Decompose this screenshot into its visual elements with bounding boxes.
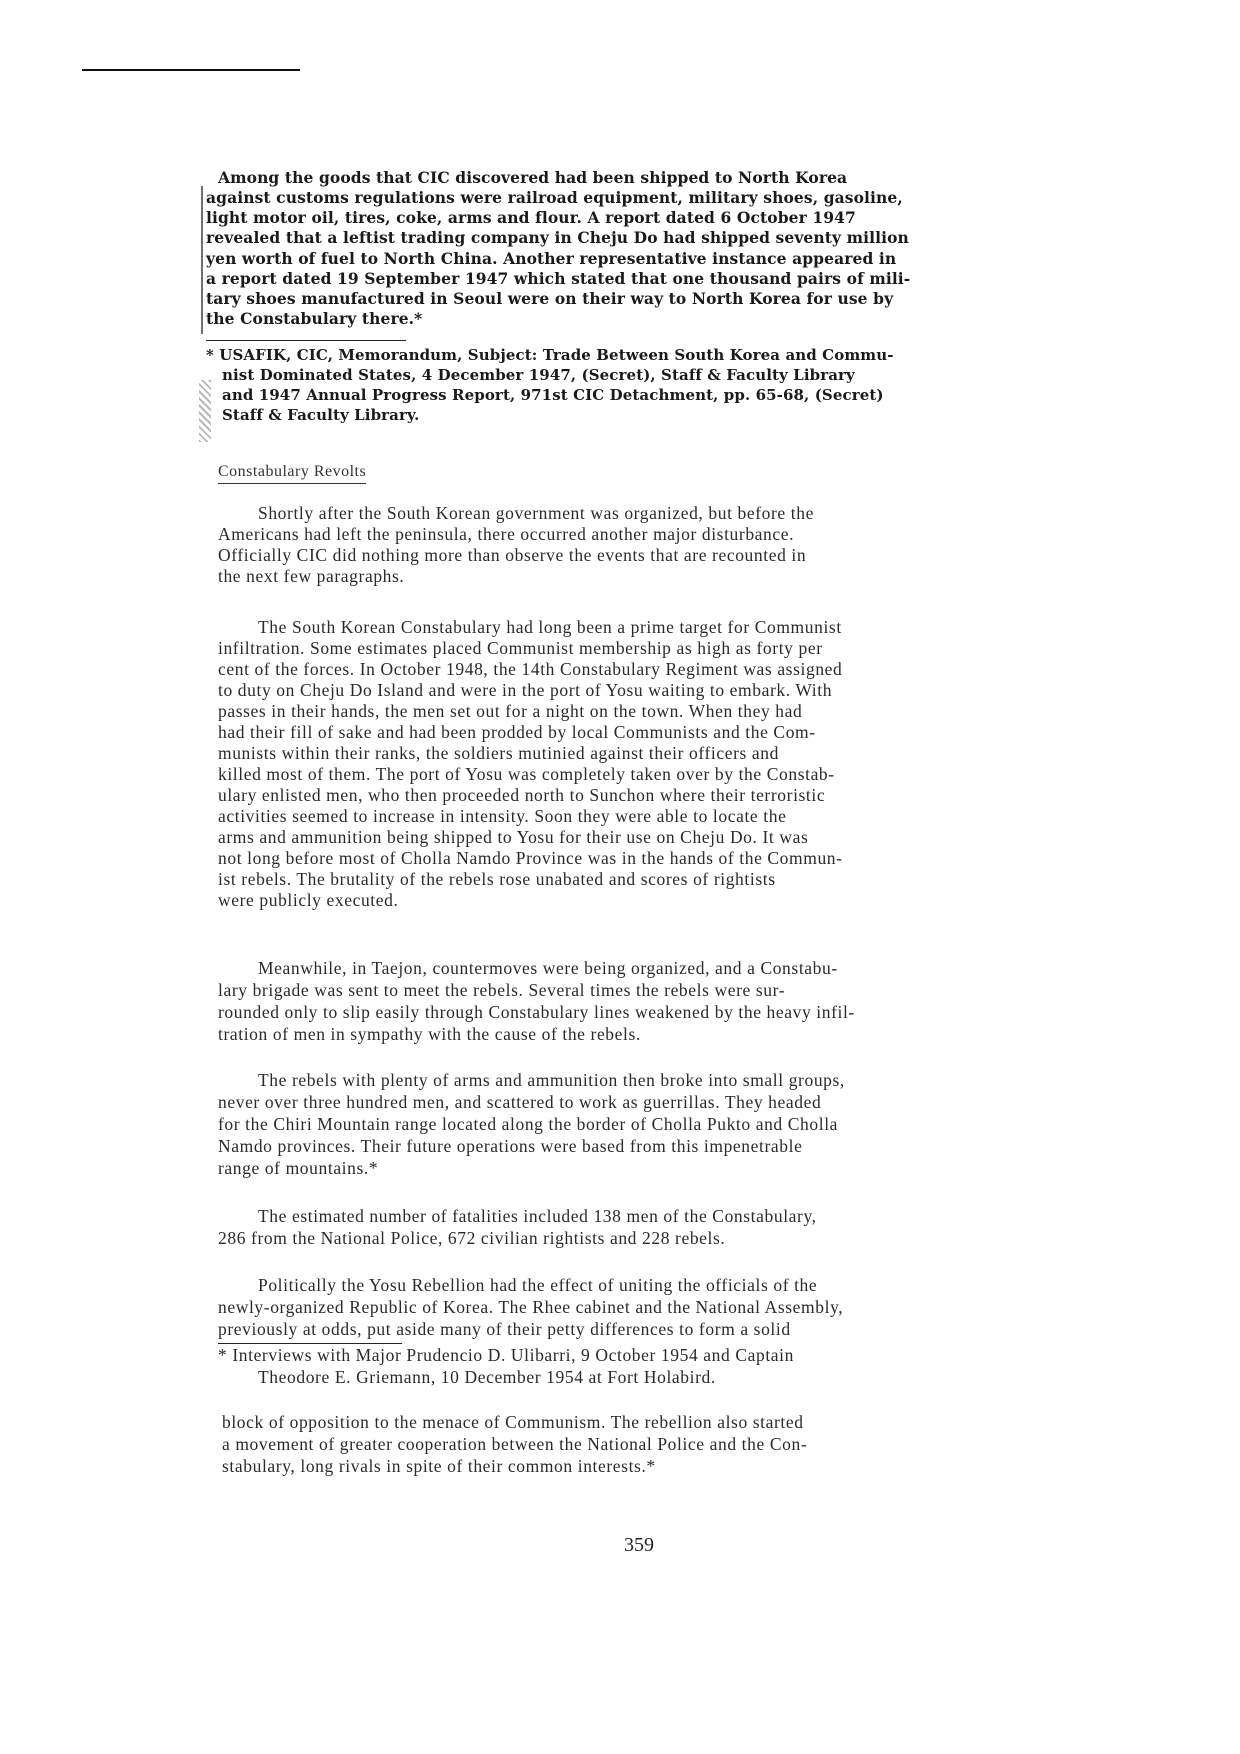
text-line: arms and ammunition being shipped to Yosu for their use on Cheju Do. It was: [218, 827, 809, 847]
text-line: Namdo provinces. Their future operations were based from this impenetrable: [218, 1136, 803, 1156]
text-line: revealed that a leftist trading company in Cheju Do had shipped seventy million: [206, 228, 909, 247]
footnote-line: nist Dominated States, 4 December 1947, (Secret), Staff & Faculty Library: [222, 366, 855, 384]
footnote-line: and 1947 Annual Progress Report, 971st CIC Detachment, pp. 65-68, (Secret): [222, 386, 884, 404]
text-line: against customs regulations were railroad equipment, military shoes, gasoline,: [206, 188, 903, 207]
text-line: activities seemed to increase in intensity. Soon they were able to locate the: [218, 806, 787, 826]
text-line: tration of men in sympathy with the cause of the rebels.: [218, 1024, 641, 1044]
top-rule-line: [82, 69, 300, 71]
page-number: 359: [624, 1534, 654, 1556]
text-line: were publicly executed.: [218, 890, 399, 910]
text-line: previously at odds, put aside many of their petty differences to form a solid: [218, 1319, 791, 1339]
text-line: for the Chiri Mountain range located along the border of Cholla Pukto and Cholla: [218, 1114, 839, 1134]
footnote-line: Theodore E. Griemann, 10 December 1954 at Fort Holabird.: [258, 1367, 716, 1387]
text-line: a report dated 19 September 1947 which stated that one thousand pairs of mili-: [206, 269, 911, 288]
text-line: never over three hundred men, and scattered to work as guerrillas. They headed: [218, 1092, 822, 1112]
footnote-line: * Interviews with Major Prudencio D. Ulibarri, 9 October 1954 and Captain: [218, 1345, 794, 1365]
text-line: munists within their ranks, the soldiers mutinied against their officers and: [218, 743, 779, 763]
text-line: infiltration. Some estimates placed Communist membership as high as forty per: [218, 638, 823, 658]
text-line: Meanwhile, in Taejon, countermoves were being organized, and a Constabu-: [258, 958, 838, 978]
text-line: the Constabulary there.*: [206, 309, 423, 328]
text-line: ist rebels. The brutality of the rebels rose unabated and scores of rightists: [218, 869, 776, 889]
text-line: the next few paragraphs.: [218, 566, 405, 586]
text-line: yen worth of fuel to North China. Another representative instance appeared in: [206, 249, 897, 268]
scan-noise-mark: [199, 380, 211, 442]
text-line: Among the goods that CIC discovered had been shipped to North Korea: [218, 168, 848, 187]
text-line: cent of the forces. In October 1948, the 14th Constabulary Regiment was assigned: [218, 659, 843, 679]
text-line: ulary enlisted men, who then proceeded north to Sunchon where their terroristic: [218, 785, 826, 805]
footnote-line: Staff & Faculty Library.: [222, 406, 420, 424]
text-line: block of opposition to the menace of Communism. The rebellion also started: [222, 1412, 804, 1432]
text-line: 286 from the National Police, 672 civilian rightists and 228 rebels.: [218, 1228, 726, 1248]
text-line: The estimated number of fatalities included 138 men of the Constabulary,: [258, 1206, 817, 1226]
text-line: Officially CIC did nothing more than observe the events that are recounted in: [218, 545, 807, 565]
text-line: range of mountains.*: [218, 1158, 379, 1178]
text-line: rounded only to slip easily through Constabulary lines weakened by the heavy infil-: [218, 1002, 855, 1022]
footnote-divider: [218, 1343, 402, 1344]
text-line: stabulary, long rivals in spite of their common interests.*: [222, 1456, 656, 1476]
text-line: killed most of them. The port of Yosu was completely taken over by the Constab-: [218, 764, 835, 784]
footnote-divider: [206, 340, 406, 341]
text-line: newly-organized Republic of Korea. The Rhee cabinet and the National Assembly,: [218, 1297, 844, 1317]
text-line: lary brigade was sent to meet the rebels. Several times the rebels were sur-: [218, 980, 786, 1000]
section-heading: Constabulary Revolts: [218, 463, 366, 484]
text-line: light motor oil, tires, coke, arms and flour. A report dated 6 October 1947: [206, 208, 856, 227]
text-line: Americans had left the peninsula, there occurred another major disturbance.: [218, 524, 795, 544]
text-line: passes in their hands, the men set out for a night on the town. When they had: [218, 701, 803, 721]
text-line: Politically the Yosu Rebellion had the effect of uniting the officials of the: [258, 1275, 818, 1295]
text-line: a movement of greater cooperation between the National Police and the Con-: [222, 1434, 808, 1454]
text-line: had their fill of sake and had been prodded by local Communists and the Com-: [218, 722, 816, 742]
text-line: Shortly after the South Korean government was organized, but before the: [258, 503, 814, 523]
margin-scan-mark: [201, 186, 203, 334]
text-line: The South Korean Constabulary had long been a prime target for Communist: [258, 617, 842, 637]
text-line: not long before most of Cholla Namdo Province was in the hands of the Commun-: [218, 848, 843, 868]
text-line: tary shoes manufactured in Seoul were on their way to North Korea for use by: [206, 289, 894, 308]
text-line: The rebels with plenty of arms and ammunition then broke into small groups,: [258, 1070, 845, 1090]
text-line: to duty on Cheju Do Island and were in the port of Yosu waiting to embark. With: [218, 680, 833, 700]
footnote-line: * USAFIK, CIC, Memorandum, Subject: Trade Between South Korea and Commu-: [206, 346, 894, 364]
